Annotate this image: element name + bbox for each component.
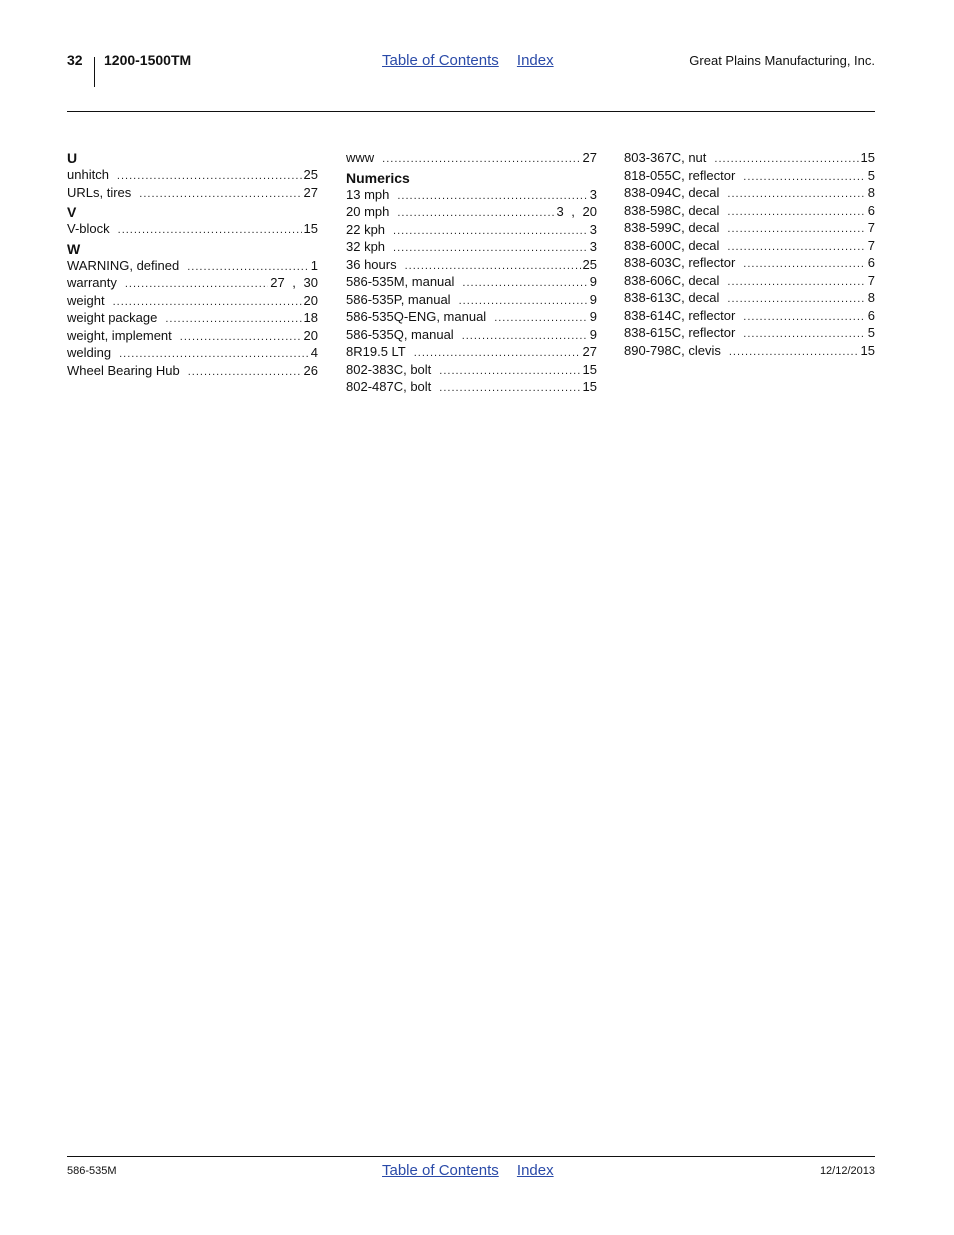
- dot-leader: [727, 240, 865, 256]
- index-entry[interactable]: [67, 363, 318, 381]
- dot-leader: [382, 152, 580, 168]
- index-term: 802-487C, bolt: [346, 379, 432, 394]
- dot-leader: [165, 312, 301, 328]
- toc-link[interactable]: Table of Contents: [382, 52, 499, 69]
- index-entry[interactable]: [67, 275, 318, 293]
- index-entry[interactable]: [346, 327, 597, 345]
- index-term: 838-094C, decal: [624, 185, 720, 200]
- index-entry[interactable]: [624, 185, 875, 203]
- index-entry[interactable]: [346, 222, 597, 240]
- index-entry[interactable]: [624, 203, 875, 221]
- dot-leader: [414, 346, 581, 362]
- header-nav: [382, 52, 554, 69]
- index-term: URLs, tires: [67, 184, 132, 200]
- index-page-ref[interactable]: 20: [303, 327, 318, 343]
- dot-leader: [714, 152, 858, 168]
- index-page-ref[interactable]: 15: [582, 379, 597, 394]
- index-page-ref[interactable]: 3 , 20: [556, 204, 597, 219]
- index-entry[interactable]: [67, 345, 318, 363]
- index-page-ref[interactable]: 3: [589, 186, 597, 202]
- index-link[interactable]: Index: [516, 52, 554, 69]
- index-page-ref[interactable]: 27 , 30: [270, 275, 318, 290]
- index-entry[interactable]: [67, 258, 318, 276]
- index-term: 838-598C, decal: [624, 202, 720, 218]
- index-entry[interactable]: [624, 255, 875, 273]
- dot-leader: [187, 260, 309, 276]
- index-term: 586-535Q, manual: [346, 326, 454, 342]
- index-term: Wheel Bearing Hub: [67, 362, 180, 378]
- index-term: 838-599C, decal: [624, 220, 720, 235]
- doc-code: 1200-1500TM: [104, 52, 192, 68]
- index-page-ref[interactable]: 6: [867, 202, 875, 218]
- index-entry[interactable]: [346, 239, 597, 257]
- dot-leader: [393, 241, 588, 257]
- dot-leader: [397, 189, 587, 205]
- index-page-ref[interactable]: 7: [867, 237, 875, 253]
- index-term: 13 mph: [346, 186, 390, 202]
- footer-nav: [382, 1162, 554, 1179]
- index-entry[interactable]: [346, 274, 597, 292]
- index-section-heading: U: [67, 150, 78, 166]
- index-page-ref[interactable]: 27: [303, 184, 318, 200]
- index-term: 586-535M, manual: [346, 274, 455, 289]
- index-entry[interactable]: [624, 308, 875, 326]
- index-entry[interactable]: [624, 238, 875, 256]
- index-term: 818-055C, reflector: [624, 167, 736, 183]
- index-term: 890-798C, clevis: [624, 342, 721, 358]
- dot-leader: [118, 223, 302, 239]
- index-entry[interactable]: [346, 292, 597, 310]
- index-page-ref[interactable]: 7: [867, 272, 875, 288]
- index-entry[interactable]: [346, 309, 597, 327]
- dot-leader: [397, 206, 554, 222]
- index-term: welding: [67, 345, 112, 360]
- dot-leader: [459, 294, 588, 310]
- index-page-ref[interactable]: 20: [303, 292, 318, 308]
- dot-leader: [405, 259, 581, 275]
- index-entry[interactable]: [624, 273, 875, 291]
- dot-leader: [494, 311, 588, 327]
- index-entry[interactable]: [346, 362, 597, 380]
- index-page-ref[interactable]: 6: [867, 307, 875, 323]
- index-entry[interactable]: [346, 150, 597, 168]
- index-entry[interactable]: [624, 220, 875, 238]
- dot-leader: [743, 257, 865, 273]
- index-term: 838-613C, decal: [624, 290, 720, 305]
- index-entry[interactable]: [346, 187, 597, 205]
- index-entry[interactable]: [624, 168, 875, 186]
- index-page-ref[interactable]: 18: [303, 310, 318, 325]
- index-term: unhitch: [67, 167, 109, 182]
- index-term: www: [346, 150, 375, 165]
- dot-leader: [743, 310, 865, 326]
- index-term: 22 kph: [346, 221, 386, 237]
- index-page-ref[interactable]: 9: [589, 326, 597, 342]
- page-header: [0, 0, 954, 112]
- index-page-ref[interactable]: 7: [867, 220, 875, 235]
- index-page-ref[interactable]: 27: [582, 344, 597, 359]
- index-page-ref[interactable]: 9: [589, 274, 597, 289]
- index-term: 838-615C, reflector: [624, 325, 736, 340]
- index-column-1: [67, 150, 318, 380]
- dot-leader: [743, 327, 865, 343]
- dot-leader: [188, 365, 302, 381]
- index-page-ref[interactable]: 26: [303, 362, 318, 378]
- index-entry[interactable]: [67, 221, 318, 239]
- index-term: 586-535P, manual: [346, 291, 451, 307]
- dot-leader: [125, 277, 268, 293]
- index-term: weight: [67, 292, 105, 308]
- index-page-ref[interactable]: 1: [310, 257, 318, 273]
- index-section-heading: Numerics: [346, 169, 410, 186]
- index-entry[interactable]: [67, 328, 318, 346]
- index-page-ref[interactable]: 4: [310, 345, 318, 360]
- index-term: 838-606C, decal: [624, 272, 720, 288]
- dot-leader: [393, 224, 588, 240]
- dot-leader: [727, 187, 865, 203]
- dot-leader: [727, 275, 865, 291]
- dot-leader: [119, 347, 309, 363]
- header-rule: [67, 111, 875, 112]
- index-page-ref[interactable]: 3: [589, 239, 597, 254]
- index-entry[interactable]: [624, 343, 875, 361]
- dot-leader: [117, 169, 302, 185]
- index-term: V-block: [67, 221, 110, 236]
- index-term: 838-600C, decal: [624, 237, 720, 253]
- dot-leader: [727, 205, 865, 221]
- index-page-ref[interactable]: 15: [860, 150, 875, 165]
- dot-leader: [727, 222, 865, 238]
- index-page-ref[interactable]: 25: [303, 167, 318, 182]
- index-term: 36 hours: [346, 256, 397, 272]
- index-page-ref[interactable]: 15: [303, 221, 318, 236]
- doc-number: 586-535M: [67, 1165, 117, 1177]
- index-column-2: [346, 150, 597, 397]
- index-term: 838-603C, reflector: [624, 255, 736, 270]
- index-entry[interactable]: [67, 167, 318, 185]
- index-term: 20 mph: [346, 204, 390, 219]
- index-page-ref[interactable]: 15: [582, 361, 597, 377]
- page-number: 32: [67, 52, 83, 68]
- footer-date: 12/12/2013: [819, 1165, 875, 1177]
- index-column-3: [624, 150, 875, 360]
- dot-leader: [743, 170, 865, 186]
- company-name: Great Plains Manufacturing, Inc.: [689, 53, 875, 68]
- index-entry[interactable]: [624, 325, 875, 343]
- dot-leader: [462, 329, 588, 345]
- index-term: warranty: [67, 275, 117, 290]
- index-entry[interactable]: [67, 293, 318, 311]
- dot-leader: [180, 330, 302, 346]
- index-term: 803-367C, nut: [624, 150, 707, 165]
- index-term: 838-614C, reflector: [624, 307, 736, 323]
- index-term: weight, implement: [67, 327, 172, 343]
- dot-leader: [139, 187, 301, 203]
- index-page-ref[interactable]: 3: [589, 221, 597, 237]
- dot-leader: [727, 292, 865, 308]
- index-page-ref[interactable]: 25: [582, 256, 597, 272]
- index-term: WARNING, defined: [67, 257, 180, 273]
- index-entry[interactable]: [346, 379, 597, 397]
- dot-leader: [729, 345, 859, 361]
- dot-leader: [113, 295, 302, 311]
- index-term: 586-535Q-ENG, manual: [346, 309, 487, 324]
- index-entry[interactable]: [67, 310, 318, 328]
- dot-leader: [462, 276, 587, 292]
- index-section-heading: W: [67, 240, 81, 257]
- index-page-ref[interactable]: 5: [867, 167, 875, 183]
- index-entry[interactable]: [346, 344, 597, 362]
- index-term: 32 kph: [346, 239, 386, 254]
- index-page-ref[interactable]: 9: [589, 309, 597, 324]
- index-page-ref[interactable]: 15: [860, 342, 875, 358]
- index-page-ref[interactable]: 8: [867, 290, 875, 305]
- dot-leader: [439, 364, 580, 380]
- index-section-heading: V: [67, 204, 77, 220]
- index-page-ref[interactable]: 27: [582, 150, 597, 165]
- index-entry[interactable]: [67, 185, 318, 203]
- index-term: weight package: [67, 310, 158, 325]
- index-link[interactable]: Index: [516, 1162, 554, 1179]
- footer-rule: [67, 1156, 875, 1157]
- index-page-ref[interactable]: 5: [867, 325, 875, 340]
- index-entry[interactable]: [624, 150, 875, 168]
- dot-leader: [439, 381, 580, 397]
- index-entry[interactable]: [624, 290, 875, 308]
- index-page-ref[interactable]: 8: [867, 185, 875, 200]
- index-entry[interactable]: [346, 204, 597, 222]
- index-page-ref[interactable]: 9: [589, 291, 597, 307]
- index-term: 802-383C, bolt: [346, 361, 432, 377]
- toc-link[interactable]: Table of Contents: [382, 1162, 499, 1179]
- index-page-ref[interactable]: 6: [867, 255, 875, 270]
- index-term: 8R19.5 LT: [346, 344, 406, 359]
- header-divider: [94, 57, 95, 87]
- index-entry[interactable]: [346, 257, 597, 275]
